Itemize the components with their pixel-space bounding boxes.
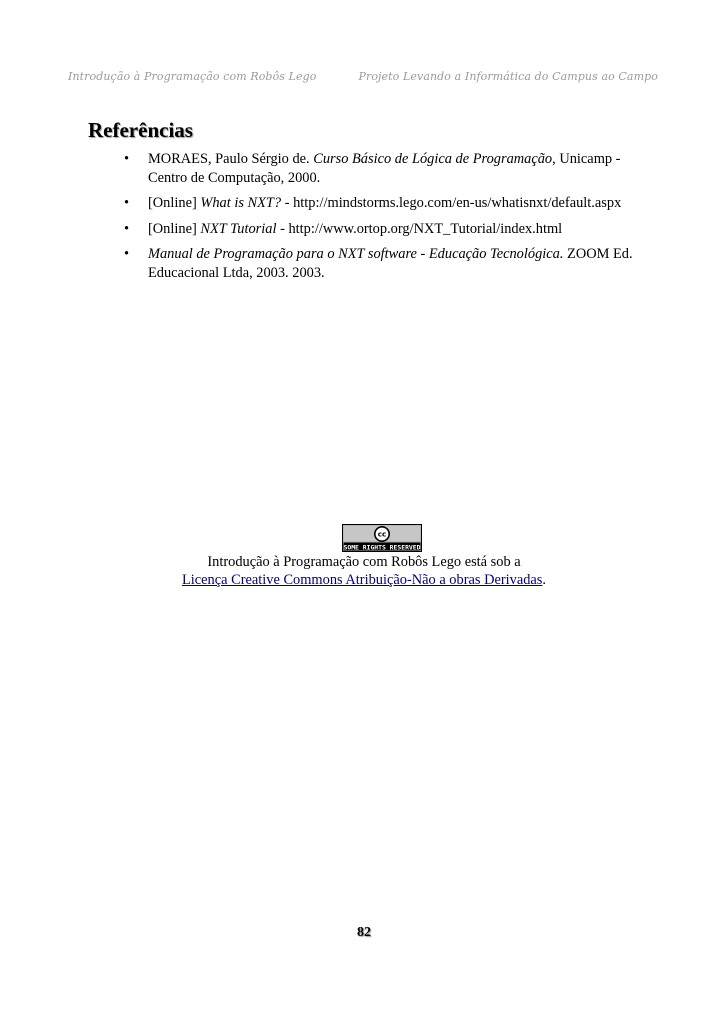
reference-title: What is NXT? [200,195,282,211]
references-list [112,150,652,289]
creative-commons-badge-icon[interactable] [342,524,422,552]
license-link[interactable]: Licença Creative Commons Atribuição-Não a obras Derivadas [181,572,543,588]
reference-title: Curso Básico de Lógica de Programação [313,151,553,167]
license-link-suffix: . [542,572,547,588]
reference-item [112,194,652,213]
cc-badge-text: SOME RIGHTS RESERVED [343,543,421,552]
section-title: Referências [88,118,193,142]
bullet-icon: • [124,195,130,211]
bullet-icon: • [124,151,130,167]
page-header [68,70,658,86]
reference-prefix: MORAES, Paulo Sérgio de. [148,151,314,167]
reference-prefix: [Online] [148,220,201,237]
header-left-title: Introdução à Programação com Robôs Lego [68,70,317,83]
reference-item [112,245,652,282]
license-link-line [0,571,728,589]
reference-suffix: - http://www.ortop.org/NXT_Tutorial/index.html [276,220,563,237]
reference-suffix: - http://mindstorms.lego.com/en-us/whatisnxt/default.aspx [281,195,622,211]
reference-prefix: [Online] [148,195,201,211]
reference-item [112,220,652,239]
header-right-title: Projeto Levando a Informática do Campus ao Campo [358,70,658,83]
reference-suffix: , Unicamp - Centro de Computação, 2000. [148,151,621,186]
reference-item [112,150,652,187]
license-block [0,524,728,589]
bullet-icon: • [124,246,130,262]
reference-title: NXT Tutorial [200,220,277,237]
cc-symbol: cc [377,529,387,539]
license-statement: Introdução à Programação com Robôs Lego está sob a [207,554,521,570]
reference-title: Manual de Programação para o NXT software - Educação Tecnológica. [148,246,564,262]
bullet-icon: • [124,220,130,237]
page-number: 82 [357,925,371,940]
reference-suffix: ZOOM Ed. Educacional Ltda, 2003. 2003. [148,246,633,281]
